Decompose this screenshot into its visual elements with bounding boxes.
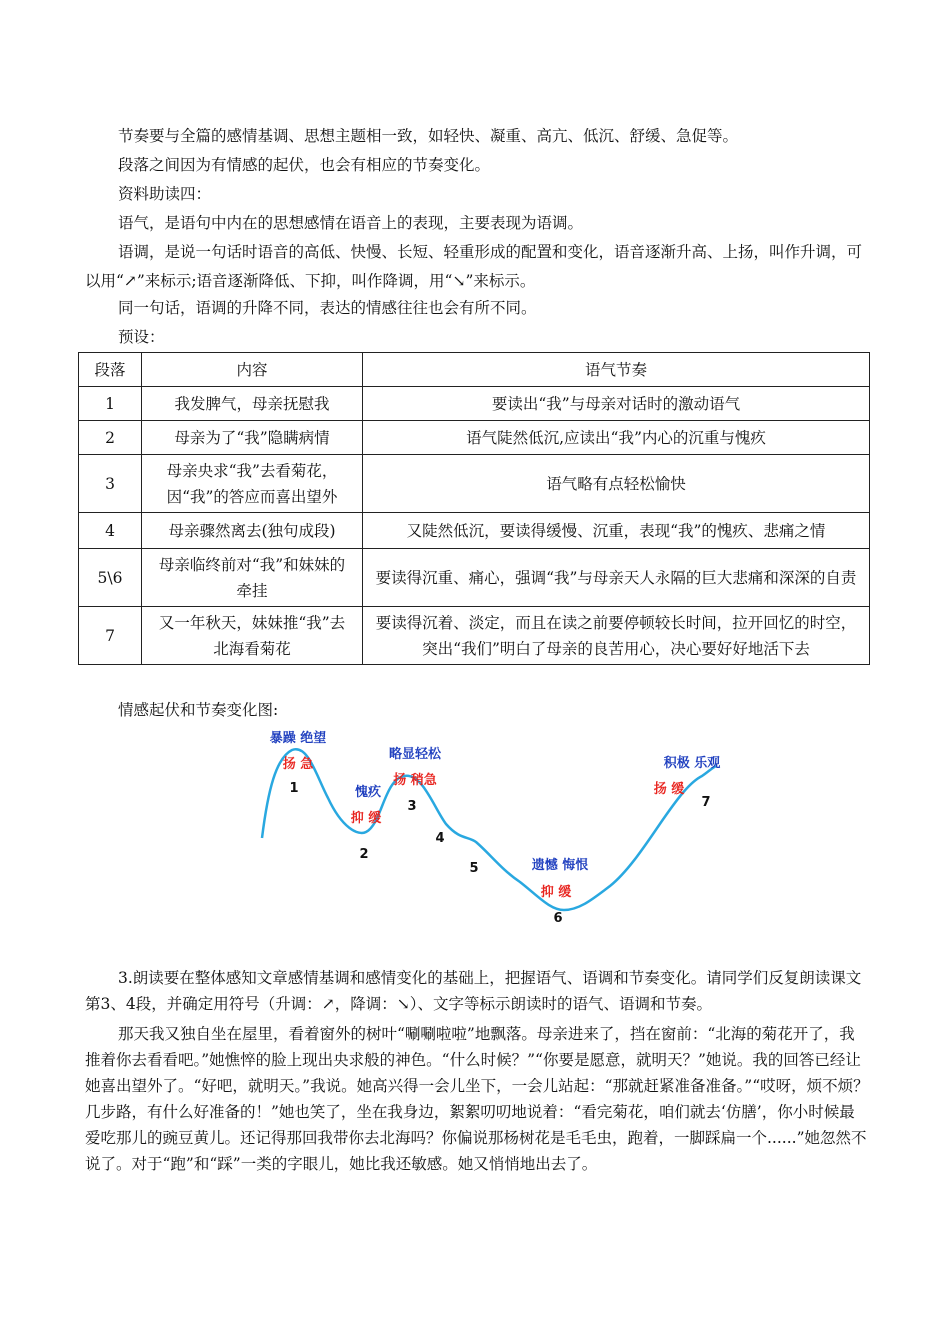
rhythm-label-2: 抑 缓 [350, 811, 382, 826]
cell-tone: 语气陡然低沉,应读出“我”内心的沉重与愧疚 [363, 421, 870, 455]
cell-tone: 要读得沉重、痛心，强调“我”与母亲天人永隔的巨大悲痛和深深的自责 [363, 549, 870, 607]
rhythm-label-1: 扬 急 [282, 757, 314, 772]
cell-content: 母亲为了“我”隐瞒病情 [142, 421, 363, 455]
emotion-label-6: 遗憾 悔恨 [531, 858, 589, 873]
cell-tone: 要读得沉着、淡定，而且在读之前要停顿较长时间，拉开回忆的时空，突出“我们”明白了母亲的良苦用心，决心要好好地活下去 [363, 607, 870, 665]
cell-content: 母亲央求“我”去看菊花，因“我”的答应而喜出望外 [142, 455, 363, 513]
cell-tone: 又陡然低沉，要读得缓慢、沉重，表现“我”的愧疚、悲痛之情 [363, 513, 870, 549]
preset-label: 预设： [118, 328, 165, 346]
intro-paragraph-emotion: 同一句话，语调的升降不同，表达的情感往往也会有所不同。 [118, 299, 537, 317]
table-row [79, 607, 870, 665]
cell-content: 母亲临终前对“我”和妹妹的牵挂 [142, 549, 363, 607]
rhythm-table [78, 352, 870, 665]
cell-paragraph: 7 [79, 607, 142, 665]
cell-content: 又一年秋天，妹妹推“我”去北海看菊花 [142, 607, 363, 665]
header-paragraph: 段落 [79, 353, 142, 387]
cell-tone: 要读出“我”与母亲对话时的激动语气 [363, 387, 870, 421]
emotion-rhythm-chart [250, 720, 730, 935]
table-row [79, 549, 870, 607]
intro-paragraph-rhythm: 节奏要与全篇的感情基调、思想主题相一致，如轻快、凝重、高亢、低沉、舒缓、急促等。 [118, 127, 739, 145]
header-content: 内容 [142, 353, 363, 387]
reading-aid-heading: 资料助读四： [118, 185, 212, 203]
emotion-label-3: 略显轻松 [388, 747, 442, 762]
chart-caption: 情感起伏和节奏变化图: [118, 701, 279, 719]
cell-paragraph: 5\6 [79, 549, 142, 607]
question-paragraph: 3.朗读要在整体感知文章感情基调和感情变化的基础上，把握语气、语调和节奏变化。请同学们反复朗读课文第3、4段，并确定用符号（升调：↗，降调：↘）、文字等标示朗读时的语气、语调和节奏。 [85, 969, 862, 1013]
emotion-label-2: 愧疚 [354, 785, 382, 800]
header-tone: 语气节奏 [363, 353, 870, 387]
emotion-curve-line [262, 749, 716, 910]
point-label-6: 6 [553, 911, 563, 926]
emotion-label-1: 暴躁 绝望 [269, 731, 327, 746]
point-label-3: 3 [407, 799, 417, 814]
cell-paragraph: 3 [79, 455, 142, 513]
cell-content: 我发脾气，母亲抚慰我 [142, 387, 363, 421]
rhythm-label-7: 扬 缓 [653, 782, 685, 797]
point-label-2: 2 [359, 847, 369, 862]
cell-paragraph: 4 [79, 513, 142, 549]
table-row [79, 387, 870, 421]
intro-paragraph-tone: 语气，是语句中内在的思想感情在语音上的表现，主要表现为语调。 [118, 214, 584, 232]
table-row [79, 513, 870, 549]
cell-paragraph: 2 [79, 421, 142, 455]
table-row [79, 421, 870, 455]
intro-paragraph-variation: 段落之间因为有情感的起伏，也会有相应的节奏变化。 [118, 156, 491, 174]
emotion-label-7: 积极 乐观 [663, 756, 721, 771]
excerpt-paragraph: 那天我又独自坐在屋里，看着窗外的树叶“唰唰啦啦”地飘落。母亲进来了，挡在窗前：“北海的菊花开了，我推着你去看看吧。”她憔悴的脸上现出央求般的神色。“什么时候？”“你要是愿意，就明天？”她说。我的回答已经让她喜出望外了。“好吧，就明天。”我说。她高兴得一会儿坐下，一会儿站起：“那就赶紧准备准备。”“哎呀，烦不烦？几步路，有什么好准备的！”她也笑了，坐在我身边，絮絮叨叨地说着：“看完菊花，咱们就去‘仿膳’，你小时候最爱吃那儿的豌豆黄儿。还记得那回我带你去北海吗？你偏说那杨树花是毛毛虫，跑着，一脚踩扁一个......”她忽然不说了。对于“跑”和“踩”一类的字眼儿，她比我还敏感。她又悄悄地出去了。 [85, 1025, 869, 1173]
point-label-5: 5 [469, 861, 479, 876]
cell-content: 母亲骤然离去(独句成段) [142, 513, 363, 549]
rhythm-label-6: 抑 缓 [540, 885, 572, 900]
intro-paragraph-intonation: 语调，是说一句话时语音的高低、快慢、长短、轻重形成的配置和变化，语音逐渐升高、上扬，叫作升调，可以用“↗”来标示;语音逐渐降低、下抑，叫作降调，用“↘”来标示。 [85, 243, 863, 290]
table-row [79, 455, 870, 513]
point-label-4: 4 [435, 831, 445, 846]
cell-tone: 语气略有点轻松愉快 [363, 455, 870, 513]
cell-paragraph: 1 [79, 387, 142, 421]
point-label-1: 1 [289, 781, 299, 796]
table-header-row [79, 353, 870, 387]
point-label-7: 7 [701, 795, 711, 810]
rhythm-label-3: 扬 稍急 [393, 773, 437, 788]
